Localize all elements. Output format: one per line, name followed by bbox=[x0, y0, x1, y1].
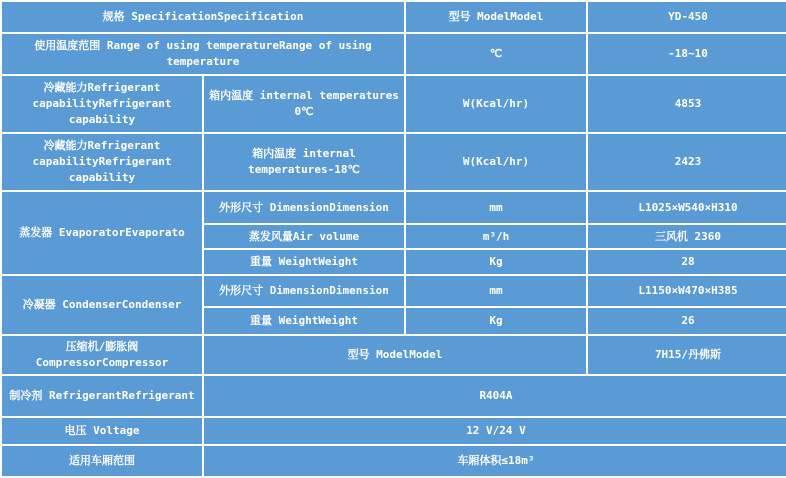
capacity-label: 冷藏能力Refrigerant capabilityRefrigerant capability bbox=[2, 134, 202, 190]
evaporator-dimension-unit: mm bbox=[406, 192, 586, 223]
condenser-label: 冷凝器 CondenserCondenser bbox=[2, 276, 202, 334]
evaporator-dimension-label: 外形尺寸 DimensionDimension bbox=[204, 192, 404, 223]
voltage-label: 电压 Voltage bbox=[2, 418, 202, 444]
condenser-dimension-label: 外形尺寸 DimensionDimension bbox=[204, 276, 404, 306]
condenser-weight-value: 26 bbox=[588, 308, 786, 334]
evaporator-dimension-value: L1025×W540×H310 bbox=[588, 192, 786, 223]
evaporator-label: 蒸发器 EvaporatorEvaporato bbox=[2, 192, 202, 273]
spec-label: 规格 SpecificationSpecification bbox=[2, 2, 404, 32]
evaporator-air-unit: m³/h bbox=[406, 225, 586, 248]
evaporator-weight-value: 28 bbox=[588, 250, 786, 273]
condenser-dimension-value: L1150×W470×H385 bbox=[588, 276, 786, 306]
table-row-capacity-0 bbox=[2, 76, 786, 132]
capacity-value-18: 2423 bbox=[588, 134, 786, 190]
compressor-value: 7H15/丹佛斯 bbox=[588, 336, 786, 374]
refrigerant-label: 制冷剂 RefrigerantRefrigerant bbox=[2, 376, 202, 416]
table-row-capacity-18 bbox=[2, 134, 786, 190]
capacity-label: 冷藏能力Refrigerant capabilityRefrigerant capability bbox=[2, 76, 202, 132]
compressor-label: 压缩机/膨胀阀 CompressorCompressor bbox=[2, 336, 202, 374]
temp-range-unit: ℃ bbox=[406, 34, 586, 74]
compressor-model-label: 型号 ModelModel bbox=[204, 336, 586, 374]
condenser-weight-label: 重量 WeightWeight bbox=[204, 308, 404, 334]
capacity-unit-0: W(Kcal/hr) bbox=[406, 76, 586, 132]
vehicle-label: 适用车厢范围 bbox=[2, 446, 202, 476]
table-row-condenser-dimension bbox=[2, 276, 786, 306]
condenser-dimension-unit: mm bbox=[406, 276, 586, 306]
condenser-weight-unit: Kg bbox=[406, 308, 586, 334]
refrigerant-value: R404A bbox=[204, 376, 786, 416]
table-row-evaporator-dimension bbox=[2, 192, 786, 223]
evaporator-weight-unit: Kg bbox=[406, 250, 586, 273]
model-value: YD-450 bbox=[588, 2, 786, 32]
model-label: 型号 ModelModel bbox=[406, 2, 586, 32]
capacity-sub-18: 箱内温度 internal temperatures-18℃ bbox=[204, 134, 404, 190]
evaporator-air-label: 蒸发风量Air volume bbox=[204, 225, 404, 248]
temp-range-value: -18~10 bbox=[588, 34, 786, 74]
vehicle-value: 车厢体积≤18m³ bbox=[204, 446, 786, 476]
table-row-temp-range bbox=[2, 34, 786, 74]
table-row-spec bbox=[2, 2, 786, 32]
capacity-sub-0: 箱内温度 internal temperatures 0℃ bbox=[204, 76, 404, 132]
table-row-refrigerant bbox=[2, 376, 786, 416]
table-row-vehicle bbox=[2, 446, 786, 476]
evaporator-weight-label: 重量 WeightWeight bbox=[204, 250, 404, 273]
evaporator-air-value: 三风机 2360 bbox=[588, 225, 786, 248]
capacity-value-0: 4853 bbox=[588, 76, 786, 132]
table-row-compressor bbox=[2, 336, 786, 374]
table-row-voltage bbox=[2, 418, 786, 444]
voltage-value: 12 V/24 V bbox=[204, 418, 786, 444]
capacity-unit-18: W(Kcal/hr) bbox=[406, 134, 586, 190]
temp-range-label: 使用温度范围 Range of using temperatureRange of using temperature bbox=[2, 34, 404, 74]
